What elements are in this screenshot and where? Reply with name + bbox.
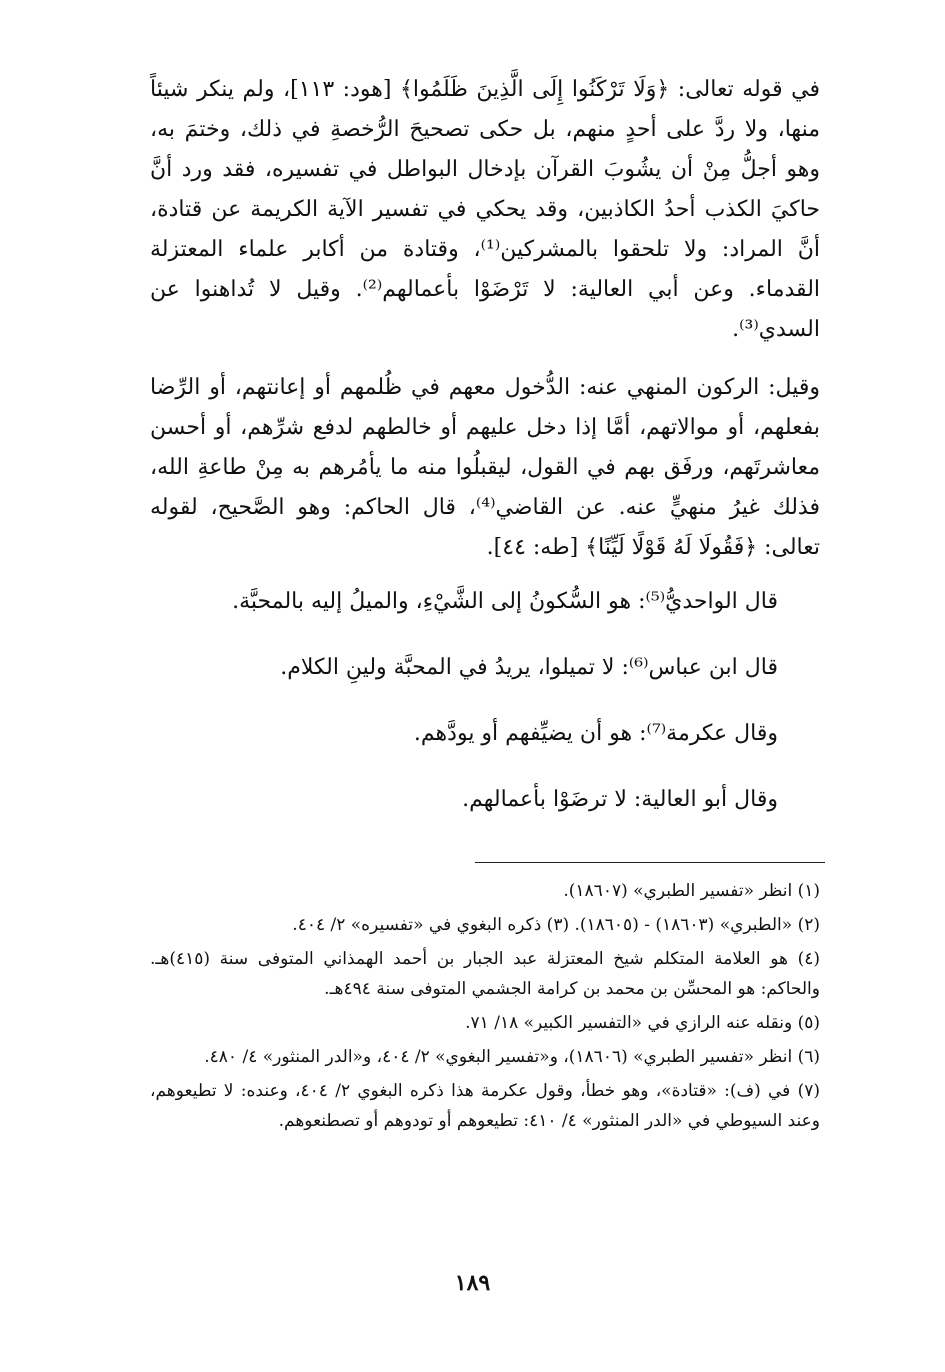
quote-wahidi: قال الواحديُّ⁽⁵⁾: هو السُّكونُ إلى الشَّيْءِ، والميلُ إليه بالمحبَّة. bbox=[232, 589, 778, 614]
quote-ikrima: وقال عكرمة⁽⁷⁾: هو أن يضيِّفهم أو يودَّهم. bbox=[413, 721, 778, 746]
quote-abu-aliya: وقال أبو العالية: لا ترضَوْا بأعمالهم. bbox=[462, 787, 778, 812]
paragraph-1: في قوله تعالى: ﴿وَلَا تَرْكَنُوا إِلَى الَّذِينَ ظَلَمُوا﴾ [هود: ١١٣]، ولم ينكر شيئاً منها، ولا ردَّ على أحدٍ منهم، بل حكى تصحيحَ الرُّخصةِ في ذلك، وختمَ به، وهو أجلُّ مِنْ أن يشُوبَ القرآن بإدخال البواطل في تفسيره، فقد ورد أنَّ حاكيَ الكذب أحدُ الكاذبين، وقد يحكي في تفسير الآية الكريمة عن قتادة، أنَّ المراد: ولا تلحقوا بالمشركين⁽¹⁾، وقتادة من أكابر علماء المعتزلة القدماء. وعن أبي العالية: لا تَرْضَوْا بأعمالهم⁽²⁾. وقيل لا تُداهنوا عن السدي⁽³⁾. bbox=[150, 77, 821, 342]
page-number: ١٨٩ bbox=[454, 1270, 491, 1296]
footnote-5: (٥) ونقله عنه الرازي في «التفسير الكبير» ١٨/ ٧١. bbox=[465, 1013, 820, 1033]
footnote-7: (٧) في (ف): «قتادة»، وهو خطأ، وقول عكرمة هذا ذكره البغوي ٢/ ٤٠٤، وعنده: لا تطيعوهم، وعند السيوطي في «الدر المنثور» ٤/ ٤١٠: تطيعوهم أو تودوهم أو تصطنعوهم. bbox=[150, 1081, 820, 1131]
paragraph-2: وقيل: الركون المنهي عنه: الدُّخول معهم في ظُلمهم أو إعانتهم، أو الرِّضا بفعلهم، أو موالاتهم، أمَّا إذا دخل عليهم أو خالطهم لدفع شرِّهم، أو أحسن معاشرتَهم، ورفَق بهم في القول، ليقبلُوا منه ما يأمُرهم به مِنْ طاعةِ الله، فذلك غيرُ منهيٍّ عنه. عن القاضي⁽⁴⁾، قال الحاكم: وهو الصَّحيح، لقوله تعالى: ﴿فَقُولَا لَهُ قَوْلًا لَيِّنًا﴾ [طه: ٤٤]. bbox=[150, 375, 820, 560]
footnote-divider bbox=[475, 862, 825, 863]
footnote-1: (١) انظر «تفسير الطبري» (١٨٦٠٧). bbox=[563, 881, 820, 901]
quote-ibn-abbas: قال ابن عباس⁽⁶⁾: لا تميلوا، يريدُ في المحبَّة ولينِ الكلام. bbox=[280, 655, 778, 680]
footnote-4: (٤) هو العلامة المتكلم شيخ المعتزلة عبد الجبار بن أحمد الهمذاني المتوفى سنة (٤١٥)هـ. والحاكم: هو المحسِّن بن محمد بن كرامة الجشمي المتوفى سنة ٤٩٤هـ. bbox=[150, 949, 820, 999]
footnotes bbox=[150, 876, 820, 1140]
footnote-6: (٦) انظر «تفسير الطبري» (١٨٦٠٦)، و«تفسير البغوي» ٢/ ٤٠٤، و«الدر المنثور» ٤/ ٤٨٠. bbox=[204, 1047, 820, 1067]
page-body bbox=[150, 70, 820, 846]
quote-list bbox=[150, 582, 820, 820]
footnote-2-3: (٢) «الطبري» (١٨٦٠٣) - (١٨٦٠٥). (٣) ذكره البغوي في «تفسيره» ٢/ ٤٠٤. bbox=[292, 915, 820, 935]
